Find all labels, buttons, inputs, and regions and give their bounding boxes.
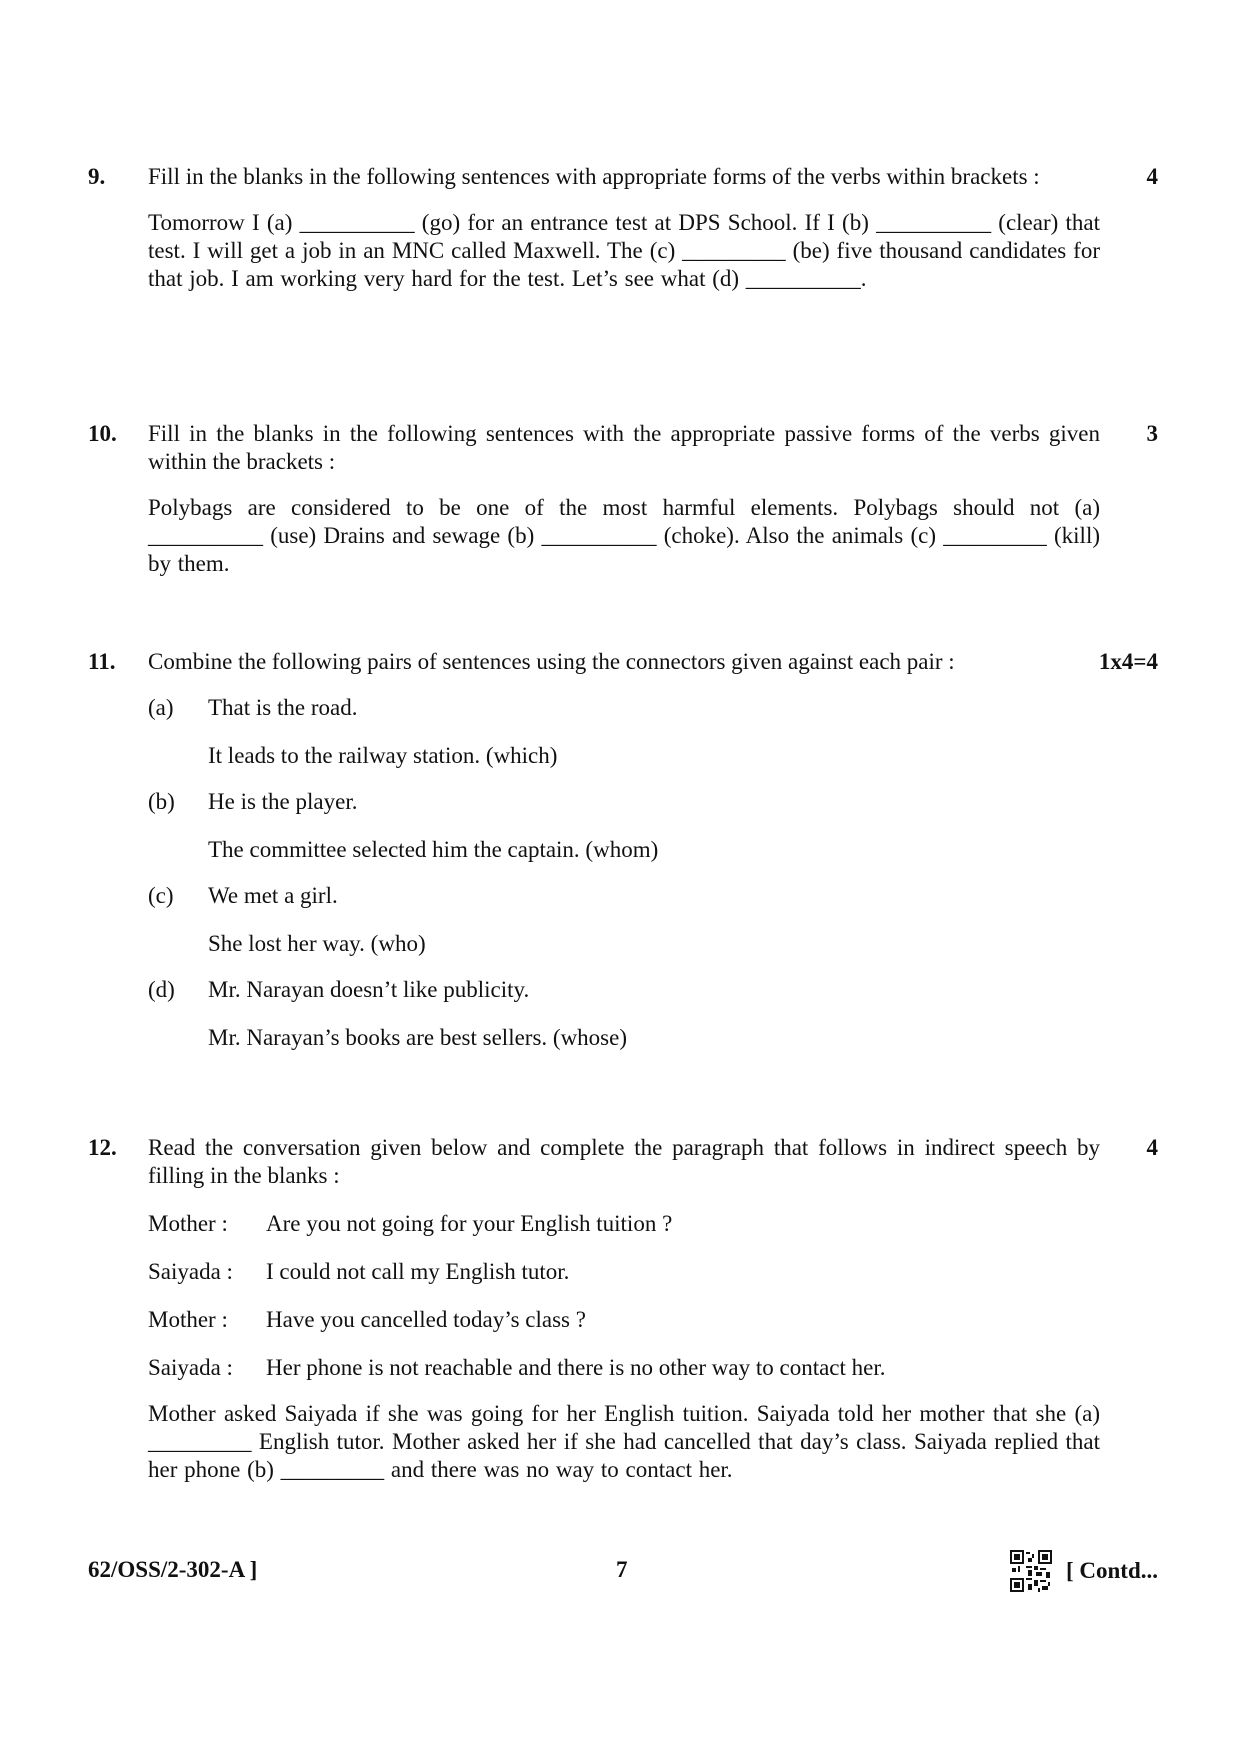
question-instruction: Read the conversation given below and complete the paragraph that follows in indirect speech by filling in the blanks : <box>148 1135 1100 1188</box>
qr-code-icon <box>1010 1550 1052 1592</box>
question-passage: Polybags are considered to be one of the most harmful elements. Polybags should not (a) __________ (use) Drains and sewage (b) __________ (choke). Also the animals (c) _________ (kill) by them. <box>148 495 1100 576</box>
question-marks: 1x4=4 <box>1098 649 1158 674</box>
speaker-text: Her phone is not reachable and there is no other way to contact her. <box>266 1355 886 1380</box>
question-instruction: Fill in the blanks in the following sentences with the appropriate passive forms of the verbs given within the brackets : <box>148 421 1100 474</box>
sub-question-d <box>148 976 1100 1052</box>
sub-question-b <box>148 788 1100 864</box>
sub-question-line: It leads to the railway station. (which) <box>208 743 558 768</box>
speaker-label: Mother : <box>148 1211 228 1236</box>
sub-question-line: He is the player. <box>208 789 358 814</box>
sub-question-label: (c) <box>148 883 174 908</box>
sub-question-a <box>148 694 1100 770</box>
sub-question-line: Mr. Narayan’s books are best sellers. (whose) <box>208 1025 627 1050</box>
question-instruction: Combine the following pairs of sentences using the connectors given against each pair : <box>148 649 955 674</box>
conversation-line <box>148 1210 1100 1238</box>
question-marks: 4 <box>1146 164 1158 189</box>
question-passage: Mother asked Saiyada if she was going for her English tuition. Saiyada told her mother that she (a) _________ English tutor. Mother asked her if she had cancelled that day’s class. Saiyada replied that her phone (b) _________ and there was no way to contact her. <box>148 1401 1100 1482</box>
question-number: 9. <box>88 164 106 189</box>
conversation-line <box>148 1306 1100 1334</box>
question-10 <box>88 420 1158 578</box>
continued-label: [ Contd... <box>1065 1558 1158 1583</box>
speaker-text: Are you not going for your English tuition ? <box>266 1211 673 1236</box>
speaker-label: Saiyada : <box>148 1259 233 1284</box>
speaker-text: Have you cancelled today’s class ? <box>266 1307 586 1332</box>
question-number: 12. <box>88 1135 117 1160</box>
sub-question-line: She lost her way. (who) <box>208 931 426 956</box>
question-marks: 4 <box>1146 1135 1158 1160</box>
question-number: 10. <box>88 421 117 446</box>
question-instruction: Fill in the blanks in the following sentences with appropriate forms of the verbs within brackets : <box>148 164 1040 189</box>
page-footer <box>88 1556 1158 1596</box>
question-12 <box>88 1134 1158 1484</box>
speaker-label: Mother : <box>148 1307 228 1332</box>
footer-right <box>1010 1550 1158 1592</box>
sub-question-line: Mr. Narayan doesn’t like publicity. <box>208 977 530 1002</box>
sub-question-c <box>148 882 1100 958</box>
sub-question-line: That is the road. <box>208 695 358 720</box>
conversation-line <box>148 1258 1100 1286</box>
sub-question-label: (d) <box>148 977 175 1002</box>
sub-question-line: We met a girl. <box>208 883 338 908</box>
question-passage: Tomorrow I (a) __________ (go) for an entrance test at DPS School. If I (b) __________ (clear) that test. I will get a job in an MNC called Maxwell. The (c) _________ (be) five thousand candidates for that job. I am working very hard for the test. Let’s see what (d) __________. <box>148 210 1100 291</box>
speaker-text: I could not call my English tutor. <box>266 1259 570 1284</box>
paper-code: 62/OSS/2-302-A ] <box>88 1557 258 1582</box>
sub-question-label: (b) <box>148 789 175 814</box>
conversation-line <box>148 1354 1100 1382</box>
question-9 <box>88 163 1158 293</box>
question-marks: 3 <box>1146 421 1158 446</box>
speaker-label: Saiyada : <box>148 1355 233 1380</box>
sub-question-line: The committee selected him the captain. (whom) <box>208 837 659 862</box>
question-11 <box>88 648 1158 1052</box>
sub-question-label: (a) <box>148 695 174 720</box>
page-number: 7 <box>616 1557 628 1582</box>
question-number: 11. <box>88 649 116 674</box>
